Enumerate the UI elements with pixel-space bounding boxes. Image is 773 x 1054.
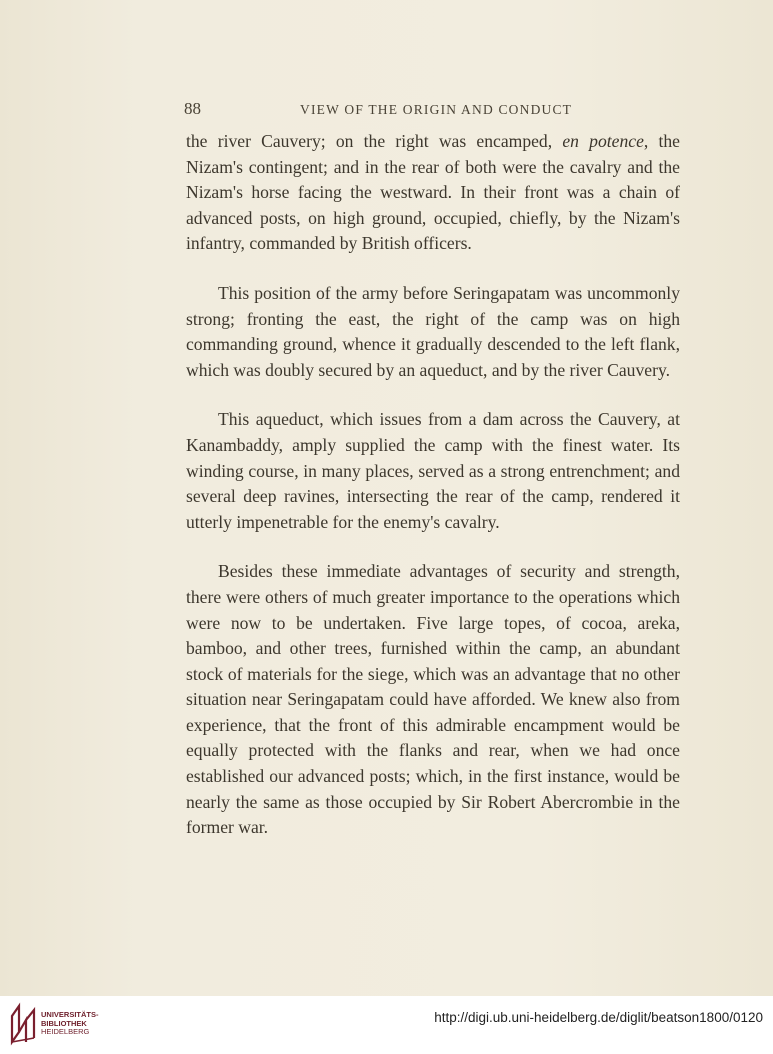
paragraph-3: This aqueduct, which issues from a dam across the Cauvery, at Kanambaddy, amply supplied the camp with the finest water. Its winding course, in many places, served as a strong entrenchment; and several deep ravines, intersecting the rear of the camp, rendered it utterly impenetrable for the enemy's cavalry.: [186, 409, 680, 532]
paragraph-4: Besides these immediate advantages of security and strength, there were others of much greater importance to the operations which were now to be undertaken. Five large topes, of cocoa, areka, bamboo, and other trees, furnished within the camp, an abundant stock of materials for the siege, which was an advantage that no other situation near Seringapatam could have afforded. We knew also from experience, that the front of this admirable encampment would be equally protected with the flanks and rear, when we had once established our advanced posts; which, in the first instance, would be nearly the same as those occupied by Sir Robert Abercrombie in the former war.: [186, 561, 680, 838]
italic-phrase: en potence: [562, 131, 644, 151]
page-number: 88: [184, 99, 201, 118]
paragraph-1: the river Cauvery; on the right was encamped, en potence, the Nizam's contingent; and in the rear of both were the cavalry and the Nizam's horse facing the westward. In their front was a chain of advanced posts, on high ground, occupied, chiefly, by the Nizam's infantry, commanded by British officers.: [186, 131, 680, 254]
page-header: [184, 99, 678, 121]
running-head: VIEW OF THE ORIGIN AND CONDUCT: [300, 102, 573, 117]
viewer-footer: [0, 996, 773, 1054]
source-url-link[interactable]: http://digi.ub.uni-heidelberg.de/diglit/beatson1800/0120: [434, 1010, 763, 1025]
university-library-logo-icon: [8, 1002, 38, 1046]
library-name: UNIVERSITÄTS- BIBLIOTHEK HEIDELBERG: [41, 1010, 99, 1037]
paragraph-2: This position of the army before Seringapatam was uncommonly strong; fronting the east, the right of the camp was on high commanding ground, whence it gradually descended to the left flank, which was doubly secured by an aqueduct, and by the river Cauvery.: [186, 282, 680, 380]
page-body: [186, 129, 680, 841]
